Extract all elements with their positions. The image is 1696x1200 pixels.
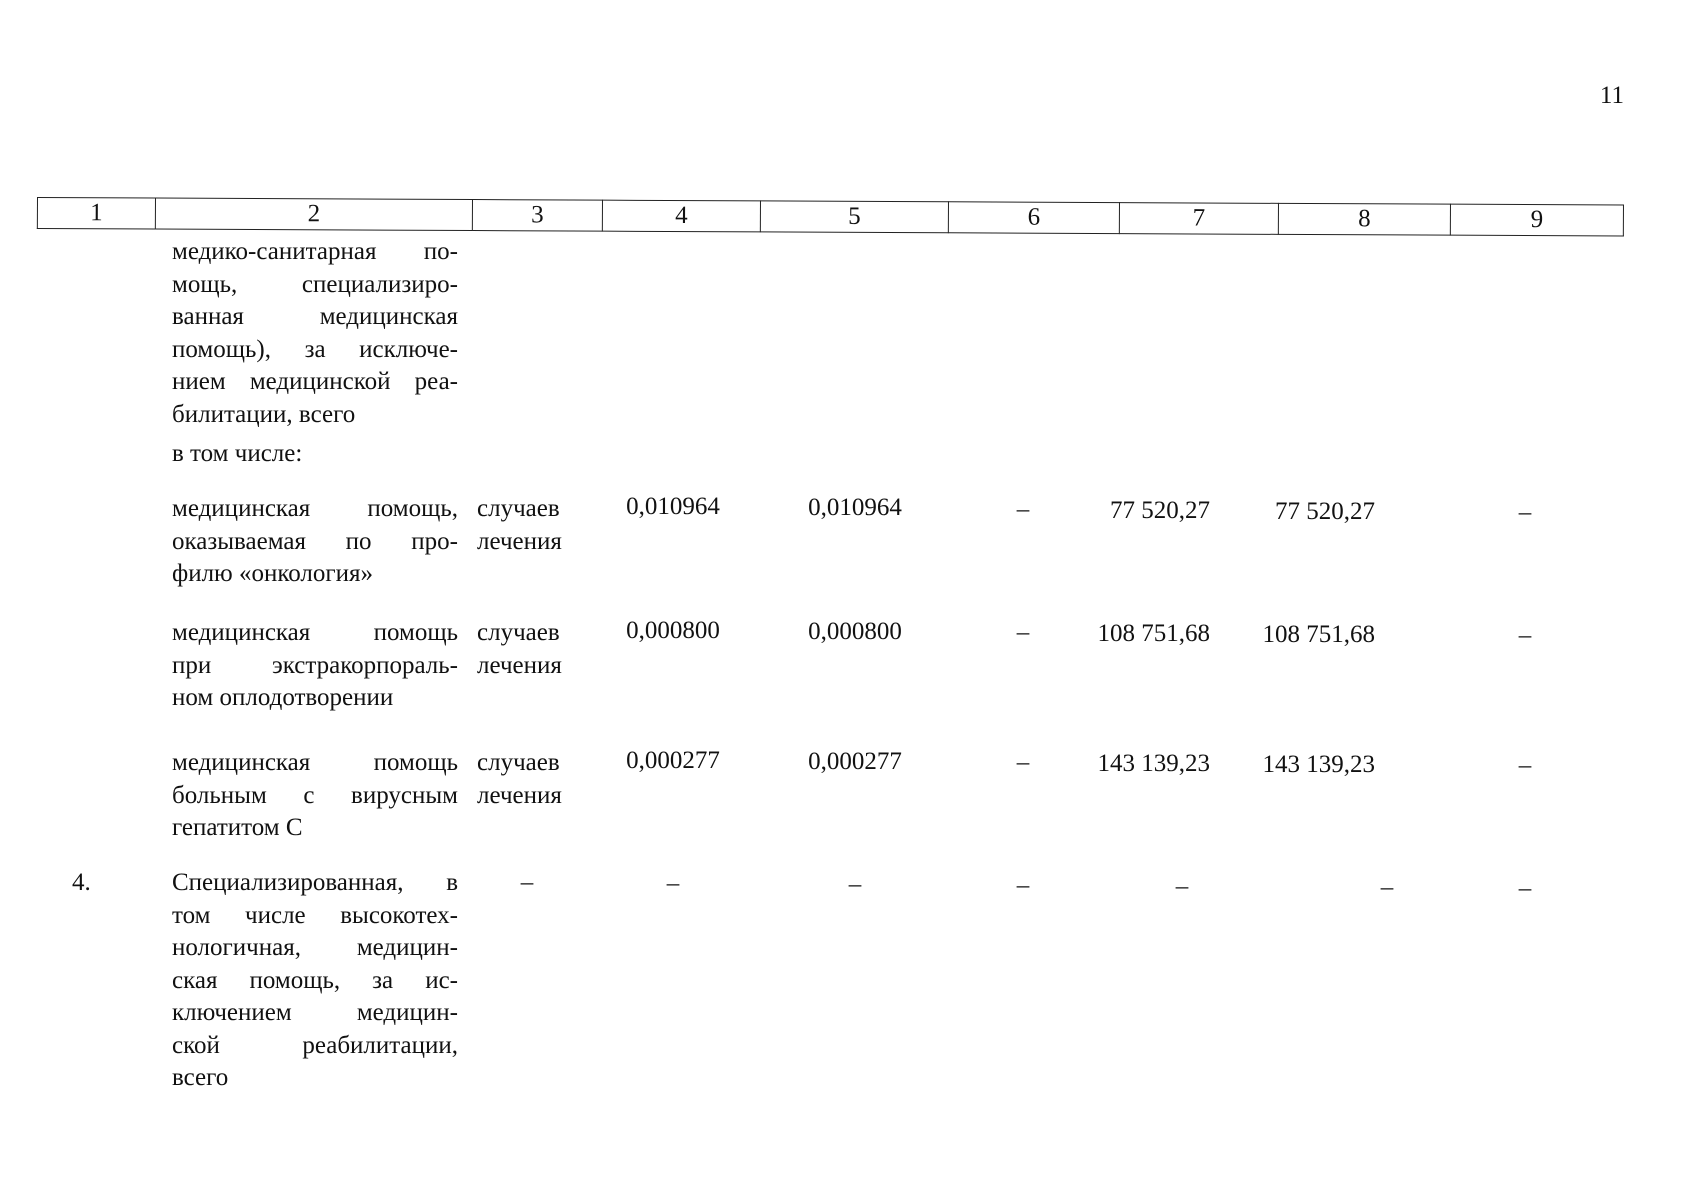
unit-line: случаев <box>477 495 560 522</box>
text-line: гепатитом С <box>172 814 303 841</box>
text-line: оказываемая по про- <box>172 527 458 555</box>
value-col-7: 143 139,23 <box>1097 750 1210 777</box>
value-col-8: 143 139,23 <box>1262 751 1375 778</box>
unit-cell <box>477 493 597 558</box>
value-col-8: 108 751,68 <box>1262 621 1375 648</box>
unit-line: случаев <box>477 619 560 646</box>
subheading-row <box>37 426 1623 485</box>
column-header-8: 8 <box>1278 203 1450 235</box>
column-header-9: 9 <box>1450 204 1623 236</box>
column-header-1: 1 <box>37 198 155 230</box>
value-col-6: – <box>1016 749 1030 776</box>
column-number-header <box>37 197 1624 236</box>
value-col-7: 77 520,27 <box>1110 497 1210 524</box>
value-col-3: – <box>520 869 534 896</box>
value-col-9: – <box>1518 752 1532 779</box>
value-col-9: – <box>1518 622 1532 649</box>
text-line: том числе высокотех- <box>172 901 458 929</box>
value-col-5: – <box>848 871 862 898</box>
table-row <box>37 485 1623 617</box>
value-col-4: 0,000277 <box>626 747 720 774</box>
page-number: 11 <box>1599 82 1624 109</box>
text-line: больным с вирусным <box>172 781 458 809</box>
table-body <box>37 236 1623 1107</box>
text-line: медицинская помощь <box>172 619 458 646</box>
text-line: всего <box>172 1064 229 1091</box>
value-col-6: – <box>1016 619 1030 646</box>
unit-line: лечения <box>477 527 562 555</box>
value-col-8: – <box>1380 874 1394 901</box>
continuation-description <box>172 236 458 431</box>
text-line: ванная медицинская <box>172 303 458 330</box>
row-description <box>172 867 458 1095</box>
subheading: в том числе: <box>172 440 303 467</box>
text-line: ская помощь, за ис- <box>172 966 458 994</box>
row-number: 4. <box>72 869 91 896</box>
value-col-5: 0,010964 <box>808 494 902 521</box>
value-col-5: 0,000800 <box>808 618 902 645</box>
value-col-4: 0,000800 <box>626 617 720 644</box>
column-header-4: 4 <box>602 200 760 232</box>
text-line: ключением медицин- <box>172 999 458 1026</box>
value-col-6: – <box>1016 872 1030 899</box>
value-col-6: – <box>1016 496 1030 523</box>
text-line: Специализированная, в <box>172 869 458 896</box>
column-header-2: 2 <box>155 198 472 230</box>
text-line: нологичная, медицин- <box>172 934 458 961</box>
value-col-7: 108 751,68 <box>1097 620 1210 647</box>
column-header-7: 7 <box>1119 203 1278 235</box>
continuation-row <box>37 236 1623 426</box>
table-row <box>37 747 1623 867</box>
text-line: филю «онкология» <box>172 560 374 587</box>
text-line: нием медицинской реа- <box>172 368 458 395</box>
unit-line: лечения <box>477 651 562 679</box>
unit-cell <box>477 747 597 812</box>
text-line: медицинская помощь <box>172 749 458 776</box>
unit-cell <box>477 617 597 682</box>
unit-line: случаев <box>477 749 560 776</box>
text-line: мощь, специализиро- <box>172 270 458 298</box>
value-col-7: – <box>1175 873 1189 900</box>
value-col-9: – <box>1518 875 1532 902</box>
text-line: ской реабилитации, <box>172 1031 458 1059</box>
text-line: помощь), за исключе- <box>172 335 458 363</box>
column-header-3: 3 <box>472 200 602 232</box>
value-col-9: – <box>1518 499 1532 526</box>
value-col-4: 0,010964 <box>626 493 720 520</box>
text-line: медико-санитарная по- <box>172 238 458 265</box>
row-description <box>172 747 458 845</box>
row-description <box>172 617 458 715</box>
unit-line: лечения <box>477 781 562 809</box>
value-col-8: 77 520,27 <box>1275 498 1375 525</box>
text-line: медицинская помощь, <box>172 495 458 522</box>
table-row <box>37 617 1623 747</box>
text-line: ном оплодотворении <box>172 684 394 711</box>
text-line: билитации, всего <box>172 400 356 428</box>
row-description <box>172 493 458 591</box>
value-col-4: – <box>666 870 680 897</box>
text-line: при экстракорпораль- <box>172 651 458 679</box>
section-row <box>37 867 1623 1107</box>
value-col-5: 0,000277 <box>808 748 902 775</box>
column-header-5: 5 <box>760 201 948 233</box>
column-header-6: 6 <box>948 202 1119 234</box>
